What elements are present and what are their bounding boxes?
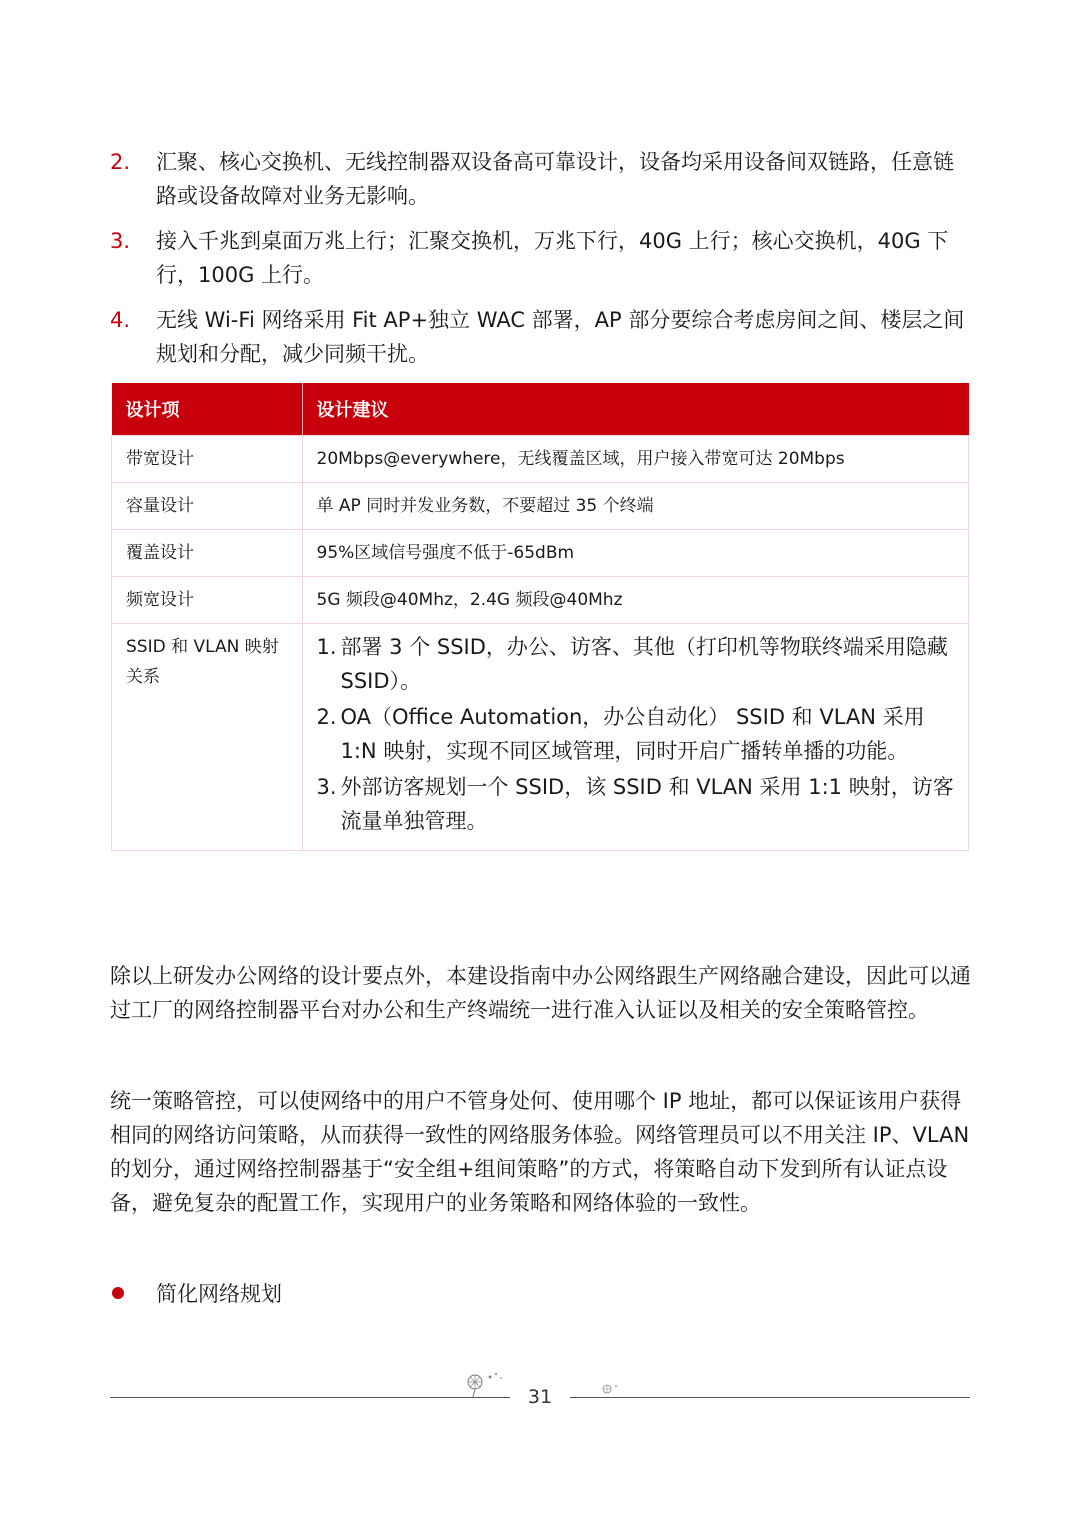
- mapping-point: [317, 630, 955, 698]
- point-number: 2.: [316, 705, 337, 729]
- cell-item: 带宽设计: [112, 436, 303, 483]
- header-design-item: 设计项: [112, 383, 303, 436]
- bullet-dot-icon: [112, 1287, 124, 1299]
- header-design-advice: 设计建议: [302, 383, 969, 436]
- table-row: [112, 530, 969, 577]
- point-number: 3.: [316, 775, 337, 799]
- list-text: 汇聚、核心交换机、无线控制器双设备高可靠设计，设备均采用设备间双链路，任意链路或设备故障对业务无影响。: [156, 150, 954, 208]
- page-number: 31: [527, 1386, 553, 1408]
- point-number: 1.: [316, 635, 337, 659]
- cell-advice: 95%区域信号强度不低于-65dBm: [302, 530, 969, 577]
- cell-item: 覆盖设计: [112, 530, 303, 577]
- table-row: [112, 577, 969, 624]
- list-item: [110, 224, 972, 292]
- point-text: 部署 3 个 SSID，办公、访客、其他（打印机等物联终端采用隐藏 SSID）。: [340, 635, 948, 693]
- point-text: 外部访客规划一个 SSID，该 SSID 和 VLAN 采用 1:1 映射，访客流量单独管理。: [340, 775, 954, 833]
- design-table: [111, 383, 969, 851]
- list-number: 3.: [110, 229, 131, 253]
- numbered-list: [110, 145, 972, 382]
- mapping-point: [317, 770, 955, 838]
- dandelion-icon: [463, 1370, 505, 1398]
- cell-advice: 单 AP 同时并发业务数，不要超过 35 个终端: [302, 483, 969, 530]
- seed-icon: [600, 1382, 622, 1396]
- list-text: 接入千兆到桌面万兆上行；汇聚交换机，万兆下行，40G 上行；核心交换机，40G 下行，100G 上行。: [156, 229, 949, 287]
- mapping-points: [317, 630, 955, 838]
- footer-rule-left: [110, 1397, 510, 1398]
- body-paragraph: 统一策略管控，可以使网络中的用户不管身处何、使用哪个 IP 地址，都可以保证该用户获得相同的网络访问策略，从而获得一致性的网络服务体验。网络管理员可以不用关注 IP、VLAN 的划分，通过网络控制器基于“安全组+组间策略”的方式，将策略自动下发到所有认证点设备，避免复杂的配置工作，实现用户的业务策略和网络体验的一致性。: [110, 1089, 970, 1215]
- mapping-point: [317, 700, 955, 768]
- cell-advice-list: [302, 624, 969, 851]
- list-number: 2.: [110, 150, 131, 174]
- list-number: 4.: [110, 308, 131, 332]
- table-row: [112, 483, 969, 530]
- cell-item: 容量设计: [112, 483, 303, 530]
- cell-advice: 5G 频段@40Mhz，2.4G 频段@40Mhz: [302, 577, 969, 624]
- footer-rule-right: [570, 1397, 970, 1398]
- table-row: [112, 436, 969, 483]
- cell-item: 频宽设计: [112, 577, 303, 624]
- list-item: [110, 303, 972, 371]
- list-text: 无线 Wi-Fi 网络采用 Fit AP+独立 WAC 部署，AP 部分要综合考虑房间之间、楼层之间规划和分配，减少同频干扰。: [156, 308, 965, 366]
- bullet-text: 简化网络规划: [156, 1282, 282, 1306]
- body-paragraph: 除以上研发办公网络的设计要点外，本建设指南中办公网络跟生产网络融合建设，因此可以通过工厂的网络控制器平台对办公和生产终端统一进行准入认证以及相关的安全策略管控。: [110, 964, 971, 1022]
- cell-advice: 20Mbps@everywhere，无线覆盖区域，用户接入带宽可达 20Mbps: [302, 436, 969, 483]
- point-text: OA（Office Automation，办公自动化） SSID 和 VLAN 采用 1:N 映射，实现不同区域管理，同时开启广播转单播的功能。: [340, 705, 925, 763]
- cell-item: SSID 和 VLAN 映射关系: [112, 624, 303, 851]
- table-header-row: [112, 383, 969, 436]
- list-item: [110, 145, 972, 213]
- table-row-mapping: [112, 624, 969, 851]
